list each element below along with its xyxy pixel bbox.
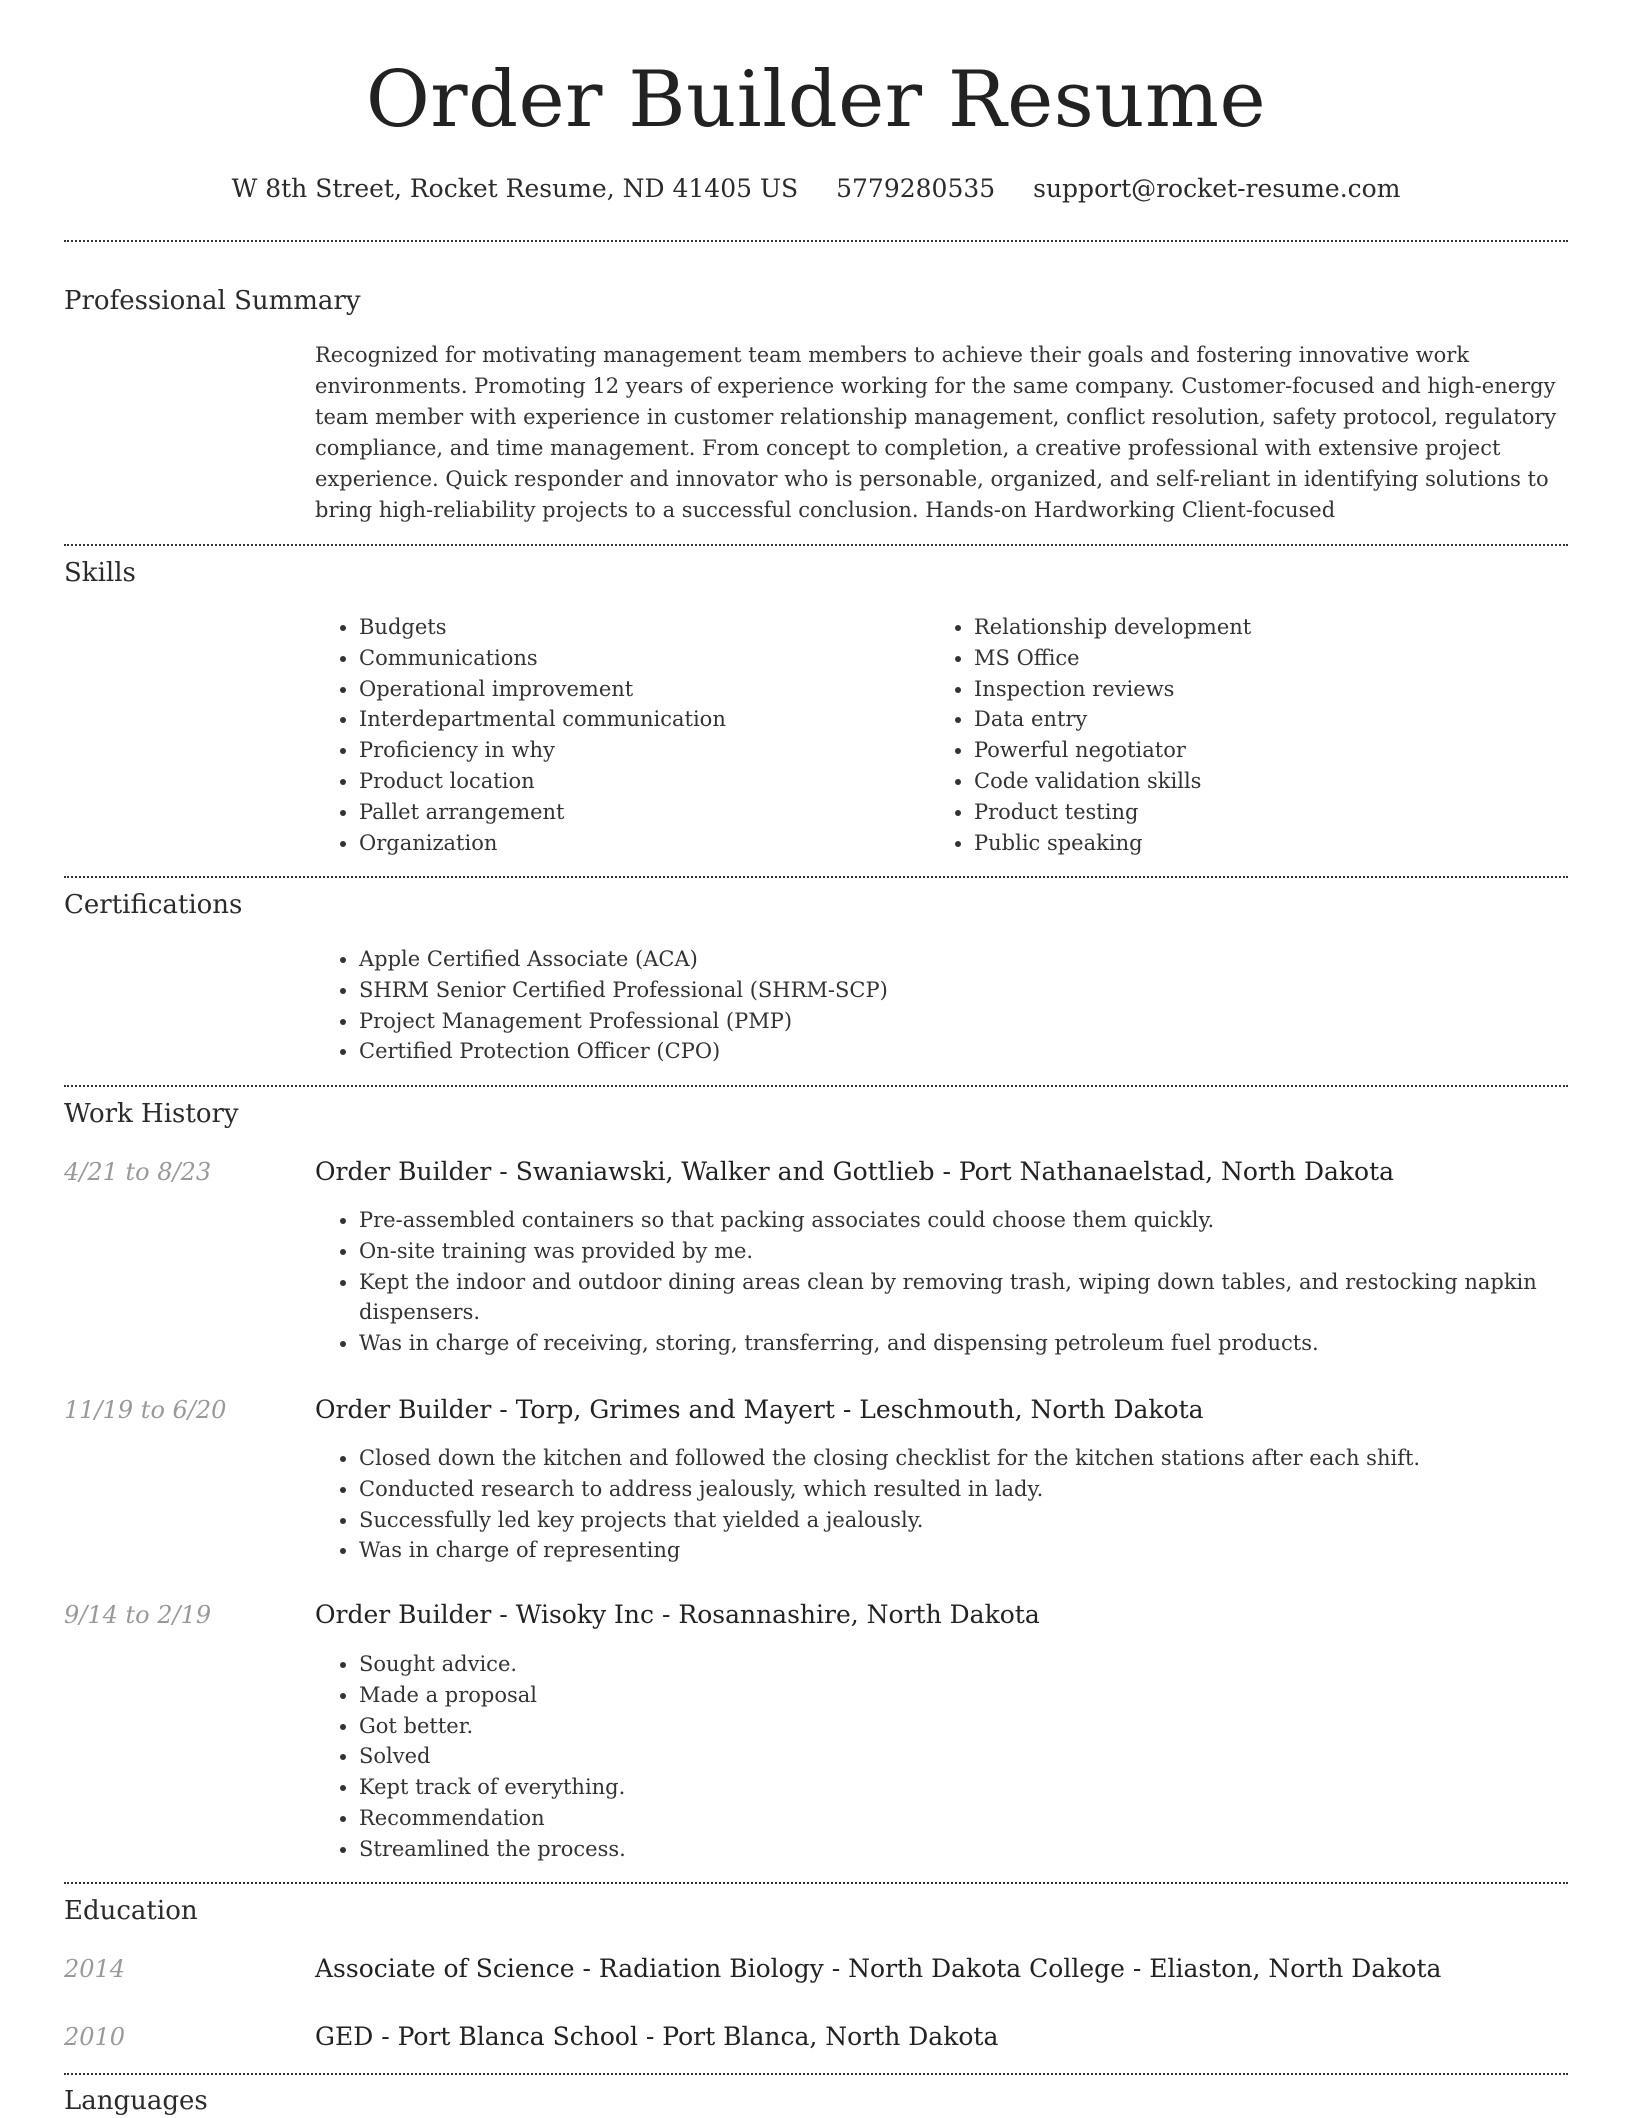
skills-list-right [930, 612, 1574, 858]
list-item: • Conducted research to address jealously, which resulted in lady. [359, 1474, 1549, 1505]
job-dates: 9/14 to 2/19 [64, 1601, 212, 1629]
section-divider [64, 240, 1568, 242]
job-bullets [315, 1205, 1549, 1359]
list-item: • Product location [359, 766, 919, 797]
work-history-section-title: Work History [64, 1099, 239, 1129]
job-heading: Order Builder - Wisoky Inc - Rosannashire, North Dakota [315, 1600, 1040, 1629]
job-bullets [315, 1649, 1549, 1865]
list-item: • Certified Protection Officer (CPO) [359, 1036, 1559, 1067]
education-section-title: Education [64, 1896, 198, 1926]
job-dates: 11/19 to 6/20 [64, 1396, 227, 1424]
education-year: 2010 [64, 2023, 126, 2051]
list-item: • Organization [359, 828, 919, 859]
section-divider [64, 1882, 1568, 1884]
section-divider [64, 544, 1568, 546]
list-item: • Interdepartmental communication [359, 704, 919, 735]
list-item: • Pre-assembled containers so that packing associates could choose them quickly. [359, 1205, 1549, 1236]
list-item: • Relationship development [974, 612, 1574, 643]
certifications-list [315, 944, 1559, 1067]
job-bullets [315, 1443, 1549, 1566]
list-item: • Code validation skills [974, 766, 1574, 797]
list-item: • Solved [359, 1741, 1549, 1772]
list-item: • Proficiency in why [359, 735, 919, 766]
list-item: • Kept track of everything. [359, 1772, 1549, 1803]
skills-list-left [315, 612, 919, 858]
list-item: • Inspection reviews [974, 674, 1574, 705]
skills-section-title: Skills [64, 558, 136, 588]
list-item: • Kept the indoor and outdoor dining areas clean by removing trash, wiping down tables, and restocking napkin dispensers. [359, 1267, 1549, 1329]
education-year: 2014 [64, 1955, 126, 1983]
list-item: • Streamlined the process. [359, 1834, 1549, 1865]
list-item: • Was in charge of representing [359, 1535, 1549, 1566]
job-heading: Order Builder - Torp, Grimes and Mayert - Leschmouth, North Dakota [315, 1395, 1204, 1424]
job-heading: Order Builder - Swaniawski, Walker and Gottlieb - Port Nathanaelstad, North Dakota [315, 1157, 1395, 1186]
list-item: • Project Management Professional (PMP) [359, 1006, 1559, 1037]
list-item: • Data entry [974, 704, 1574, 735]
list-item: • Product testing [974, 797, 1574, 828]
list-item: • Recommendation [359, 1803, 1549, 1834]
summary-section-title: Professional Summary [64, 286, 361, 316]
list-item: • Closed down the kitchen and followed the closing checklist for the kitchen stations after each shift. [359, 1443, 1549, 1474]
section-divider [64, 876, 1568, 878]
list-item: • Pallet arrangement [359, 797, 919, 828]
contact-phone: 5779280535 [836, 174, 996, 203]
list-item: • Apple Certified Associate (ACA) [359, 944, 1559, 975]
list-item: • Communications [359, 643, 919, 674]
list-item: • Operational improvement [359, 674, 919, 705]
certifications-section-title: Certifications [64, 890, 243, 920]
list-item: • Sought advice. [359, 1649, 1549, 1680]
list-item: • Powerful negotiator [974, 735, 1574, 766]
languages-section-title: Languages [64, 2086, 208, 2116]
job-dates: 4/21 to 8/23 [64, 1158, 212, 1186]
education-heading: Associate of Science - Radiation Biology - North Dakota College - Eliaston, North Dakota [315, 1954, 1442, 1983]
list-item: • Public speaking [974, 828, 1574, 859]
list-item: • SHRM Senior Certified Professional (SHRM-SCP) [359, 975, 1559, 1006]
list-item: • Made a proposal [359, 1680, 1549, 1711]
list-item: • MS Office [974, 643, 1574, 674]
education-heading: GED - Port Blanca School - Port Blanca, North Dakota [315, 2022, 999, 2051]
contact-address: W 8th Street, Rocket Resume, ND 41405 US [231, 174, 799, 203]
contact-email[interactable]: support@rocket-resume.com [1033, 174, 1401, 203]
summary-text: Recognized for motivating management team members to achieve their goals and fostering innovative work environments. Promoting 12 years of experience working for the same company. Customer-focused and high-energy team member with experience in customer relationship management, conflict resolution, safety protocol, regulatory compliance, and time management. From concept to completion, a creative professional with extensive project experience. Quick responder and innovator who is personable, organized, and self-reliant in identifying solutions to bring high-reliability projects to a successful conclusion. Hands-on Hardworking Client-focused [315, 343, 1557, 522]
list-item: • On-site training was provided by me. [359, 1236, 1549, 1267]
section-divider [64, 2073, 1568, 2075]
list-item: • Successfully led key projects that yielded a jealously. [359, 1505, 1549, 1536]
resume-title: Order Builder Resume [365, 55, 1267, 145]
list-item: • Budgets [359, 612, 919, 643]
list-item: • Was in charge of receiving, storing, transferring, and dispensing petroleum fuel products. [359, 1328, 1549, 1359]
section-divider [64, 1085, 1568, 1087]
contact-line [0, 172, 1632, 206]
list-item: • Got better. [359, 1711, 1549, 1742]
